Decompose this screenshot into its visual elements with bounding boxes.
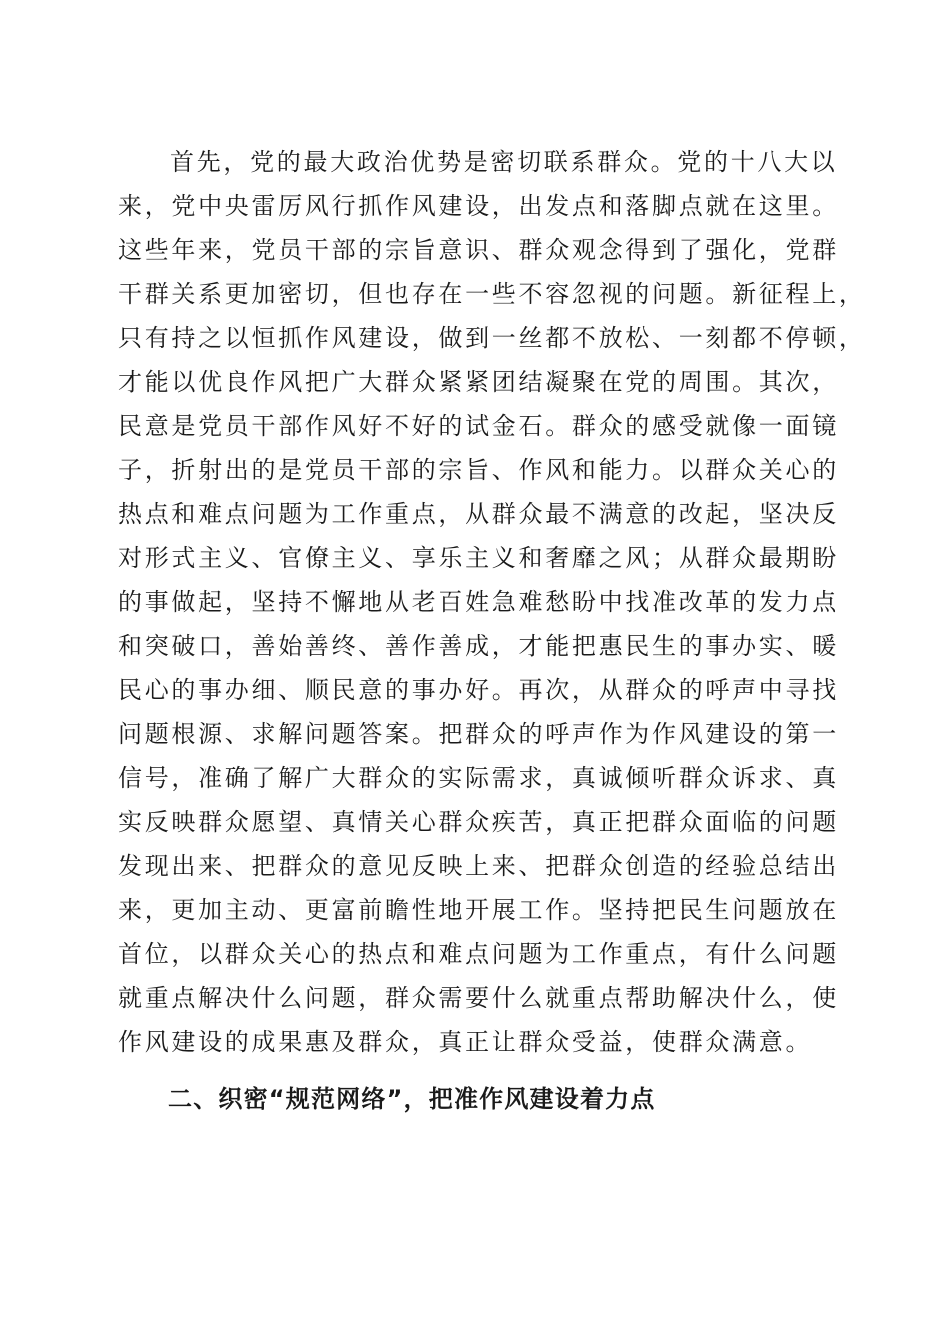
section-heading: 二、织密“规范网络”，把准作风建设着力点: [168, 1085, 656, 1113]
paragraph-line: 发现出来、把群众的意见反映上来、把群众创造的经验总结出: [118, 852, 839, 880]
paragraph-line: 信号，准确了解广大群众的实际需求，真诚倾听群众诉求、真: [118, 764, 839, 792]
paragraph-line: 只有持之以恒抓作风建设，做到一丝都不放松、一刻都不停顿，: [118, 324, 866, 352]
paragraph-line: 干群关系更加密切，但也存在一些不容忽视的问题。新征程上，: [118, 280, 866, 308]
paragraph-line: 来，更加主动、更富前瞻性地开展工作。坚持把民生问题放在: [118, 896, 839, 924]
paragraph-line: 民心的事办细、顺民意的事办好。再次，从群众的呼声中寻找: [118, 676, 839, 704]
paragraph-line: 子，折射出的是党员干部的宗旨、作风和能力。以群众关心的: [118, 456, 839, 484]
paragraph-line: 首先，党的最大政治优势是密切联系群众。党的十八大以: [170, 148, 838, 176]
paragraph-line: 这些年来，党员干部的宗旨意识、群众观念得到了强化，党群: [118, 236, 839, 264]
paragraph-line: 作风建设的成果惠及群众，真正让群众受益，使群众满意。: [118, 1028, 813, 1056]
paragraph-line: 才能以优良作风把广大群众紧紧团结凝聚在党的周围。其次，: [118, 368, 839, 396]
paragraph-line: 热点和难点问题为工作重点，从群众最不满意的改起，坚决反: [118, 500, 839, 528]
body-paragraph: [118, 140, 866, 1064]
paragraph-line: 实反映群众愿望、真情关心群众疾苦，真正把群众面临的问题: [118, 808, 839, 836]
paragraph-line: 问题根源、求解问题答案。把群众的呼声作为作风建设的第一: [118, 720, 839, 748]
paragraph-line: 和突破口，善始善终、善作善成，才能把惠民生的事办实、暖: [118, 632, 839, 660]
paragraph-line: 来，党中央雷厉风行抓作风建设，出发点和落脚点就在这里。: [118, 192, 839, 220]
paragraph-line: 民意是党员干部作风好不好的试金石。群众的感受就像一面镜: [118, 412, 839, 440]
paragraph-line: 对形式主义、官僚主义、享乐主义和奢靡之风；从群众最期盼: [118, 544, 839, 572]
paragraph-line: 就重点解决什么问题，群众需要什么就重点帮助解决什么，使: [118, 984, 839, 1012]
paragraph-line: 首位，以群众关心的热点和难点问题为工作重点，有什么问题: [118, 940, 839, 968]
paragraph-line: 的事做起，坚持不懈地从老百姓急难愁盼中找准改革的发力点: [118, 588, 839, 616]
